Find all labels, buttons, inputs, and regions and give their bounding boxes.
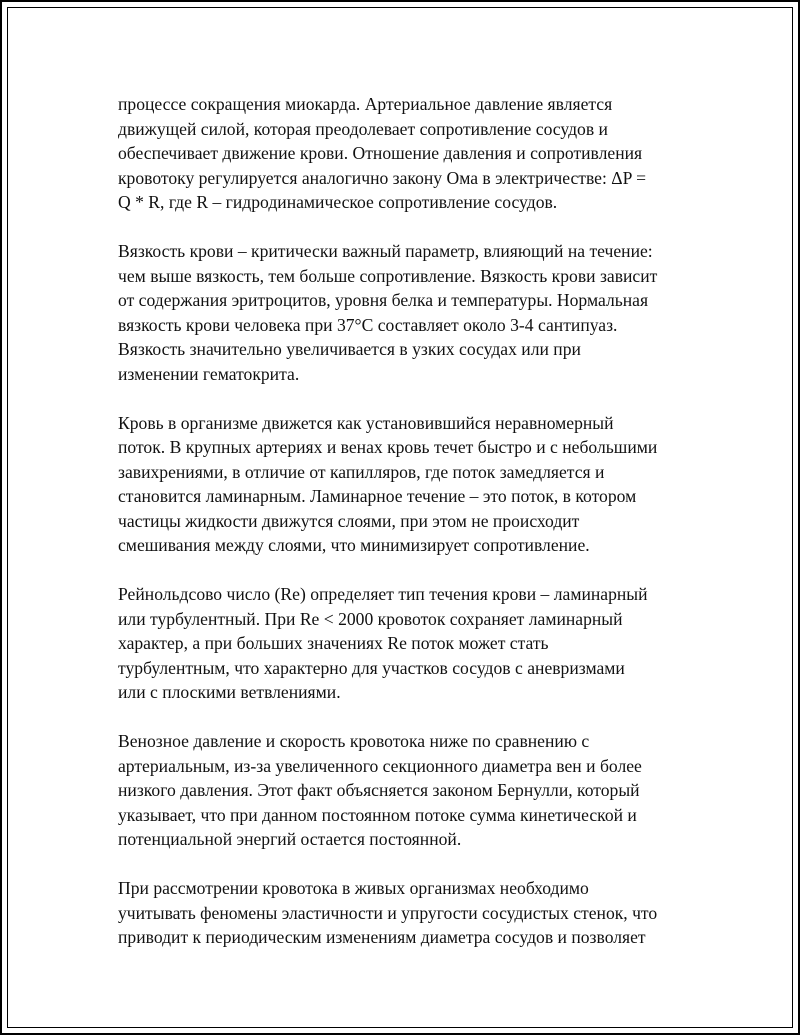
text-line: потенциальной энергий остается постоянной. — [118, 829, 462, 849]
paragraph-venous-pressure — [118, 729, 708, 852]
text-line: смешивания между слоями, что минимизирует сопротивление. — [118, 535, 590, 555]
paragraph-blood-pressure — [118, 92, 708, 215]
text-line: изменении гематокрита. — [118, 363, 300, 384]
paragraph-vessel-elasticity — [118, 876, 708, 950]
text-line: поток. В крупных артериях и венах кровь течет быстро и с небольшими — [118, 437, 658, 457]
text-line: приводит к периодическим изменениям диаметра сосудов и позволяет — [118, 927, 646, 947]
text-line: характер, а при больших значениях Re поток может стать — [118, 633, 549, 653]
text-line: движущей силой, которая преодолевает сопротивление сосудов и — [118, 118, 608, 139]
text-line: указывает, что при данном постоянном потоке сумма кинетической и — [118, 804, 637, 825]
text-line: становится ламинарным. Ламинарное течение – это поток, в котором — [118, 486, 637, 506]
text-line: частицы жидкости движутся слоями, при этом не происходит — [118, 510, 580, 531]
text-line: Вязкость крови – критически важный параметр, влияющий на течение: — [118, 241, 653, 261]
text-line: При рассмотрении кровотока в живых организмах необходимо — [118, 878, 589, 898]
text-line: кровотоку регулируется аналогично закону Ома в электричестве: ΔP = — [118, 167, 647, 188]
text-line: завихрениями, в отличие от капилляров, где поток замедляется и — [118, 461, 605, 482]
text-line: артериальным, из-за увеличенного секционного диаметра вен и более — [118, 755, 642, 776]
text-line: процессе сокращения миокарда. Артериальное давление является — [118, 94, 613, 114]
text-line: вязкость крови человека при 37°C составляет около 3-4 сантипуаз. — [118, 314, 618, 335]
text-line: Q * R, где R – гидродинамическое сопротивление сосудов. — [118, 192, 558, 212]
text-line: от содержания эритроцитов, уровня белка и температуры. Нормальная — [118, 290, 649, 310]
paragraph-reynolds-number — [118, 582, 708, 705]
text-line: Венозное давление и скорость кровотока ниже по сравнению с — [118, 731, 590, 751]
text-line: чем выше вязкость, тем больше сопротивление. Вязкость крови зависит — [118, 265, 658, 286]
text-line: Вязкость значительно увеличивается в узких сосудах или при — [118, 339, 581, 359]
text-line: турбулентным, что характерно для участков сосудов с аневризмами — [118, 657, 625, 678]
document-body — [118, 92, 708, 974]
text-line: учитывать феномены эластичности и упругости сосудистых стенок, что — [118, 902, 658, 923]
text-line: или с плоскими ветвлениями. — [118, 682, 341, 702]
text-line: или турбулентный. При Re < 2000 кровоток сохраняет ламинарный — [118, 608, 623, 629]
text-line: обеспечивает движение крови. Отношение давления и сопротивления — [118, 143, 643, 163]
text-line: низкого давления. Этот факт объясняется законом Бернулли, который — [118, 780, 640, 800]
paragraph-flow-character — [118, 411, 708, 558]
text-line: Кровь в организме движется как установившийся неравномерный — [118, 412, 614, 433]
text-line: Рейнольдсово число (Re) определяет тип течения крови – ламинарный — [118, 584, 648, 604]
paragraph-blood-viscosity — [118, 239, 708, 386]
